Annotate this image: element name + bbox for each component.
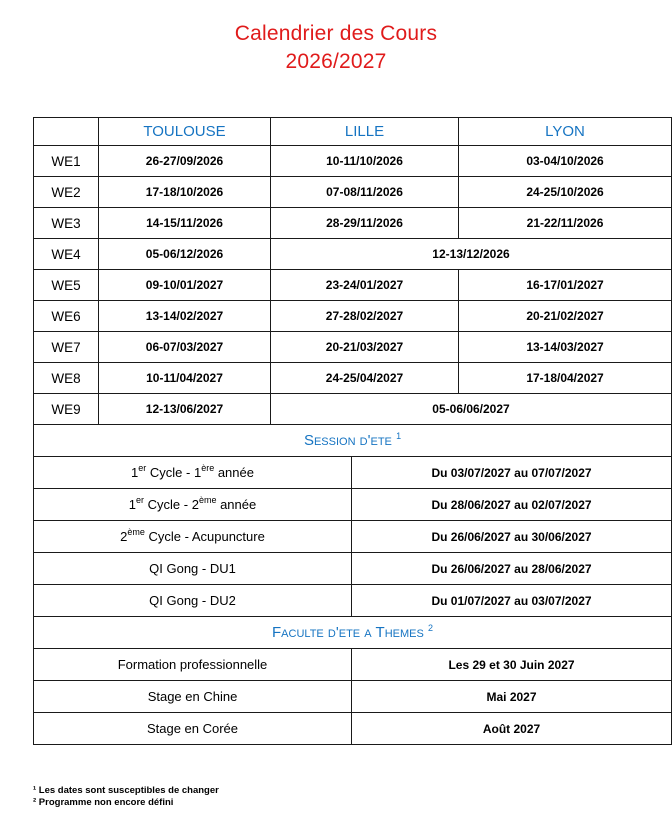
faculte-label: Formation professionnelle bbox=[34, 649, 352, 681]
weekend-label: WE6 bbox=[34, 301, 99, 332]
faculte-date: Août 2027 bbox=[352, 713, 672, 745]
faculte-ete-header-row bbox=[34, 617, 672, 649]
footnote-ref-2: 2 bbox=[427, 623, 433, 633]
lyon-date: 17-18/04/2027 bbox=[459, 363, 672, 394]
weekend-label: WE4 bbox=[34, 239, 99, 270]
toulouse-date: 12-13/06/2027 bbox=[99, 394, 271, 425]
session-dates: Du 01/07/2027 au 03/07/2027 bbox=[352, 585, 672, 617]
session-label: QI Gong - DU2 bbox=[34, 585, 352, 617]
toulouse-date: 09-10/01/2027 bbox=[99, 270, 271, 301]
lyon-date: 13-14/03/2027 bbox=[459, 332, 672, 363]
table-row bbox=[34, 681, 672, 713]
course-calendar-table bbox=[33, 117, 672, 745]
weekend-label: WE1 bbox=[34, 146, 99, 177]
session-label: 2ème Cycle - Acupuncture bbox=[34, 521, 352, 553]
session-dates: Du 26/06/2027 au 30/06/2027 bbox=[352, 521, 672, 553]
lyon-date: 21-22/11/2026 bbox=[459, 208, 672, 239]
page-subtitle-year: 2026/2027 bbox=[285, 50, 387, 73]
weekend-label: WE8 bbox=[34, 363, 99, 394]
lille-date: 24-25/04/2027 bbox=[271, 363, 459, 394]
weekend-label: WE5 bbox=[34, 270, 99, 301]
faculte-label: Stage en Corée bbox=[34, 713, 352, 745]
table-row bbox=[34, 146, 672, 177]
session-dates: Du 26/06/2027 au 28/06/2027 bbox=[352, 553, 672, 585]
table-row bbox=[34, 208, 672, 239]
faculte-ete-title bbox=[34, 617, 672, 649]
table-row bbox=[34, 332, 672, 363]
table-row bbox=[34, 363, 672, 394]
page-title: Calendrier des Cours bbox=[234, 22, 438, 45]
table-header-row bbox=[34, 118, 672, 146]
faculte-date: Mai 2027 bbox=[352, 681, 672, 713]
header-toulouse: TOULOUSE bbox=[99, 118, 271, 146]
header-lille: LILLE bbox=[271, 118, 459, 146]
toulouse-date: 13-14/02/2027 bbox=[99, 301, 271, 332]
session-ete-title bbox=[34, 425, 672, 457]
weekend-label: WE3 bbox=[34, 208, 99, 239]
table-row bbox=[34, 457, 672, 489]
table-row bbox=[34, 521, 672, 553]
lyon-date: 16-17/01/2027 bbox=[459, 270, 672, 301]
weekend-label: WE7 bbox=[34, 332, 99, 363]
toulouse-date: 26-27/09/2026 bbox=[99, 146, 271, 177]
table-row bbox=[34, 585, 672, 617]
table-row bbox=[34, 270, 672, 301]
lyon-date: 24-25/10/2026 bbox=[459, 177, 672, 208]
session-dates: Du 28/06/2027 au 02/07/2027 bbox=[352, 489, 672, 521]
toulouse-date: 14-15/11/2026 bbox=[99, 208, 271, 239]
faculte-ete-title-text: Faculte d'ete a Themes bbox=[272, 624, 424, 641]
lyon-date: 03-04/10/2026 bbox=[459, 146, 672, 177]
lille-date: 07-08/11/2026 bbox=[271, 177, 459, 208]
footnote-2: ² Programme non encore défini bbox=[33, 797, 174, 808]
session-label: QI Gong - DU1 bbox=[34, 553, 352, 585]
toulouse-date: 10-11/04/2027 bbox=[99, 363, 271, 394]
table-row bbox=[34, 489, 672, 521]
faculte-label: Stage en Chine bbox=[34, 681, 352, 713]
session-ete-title-text: Session d'ete bbox=[303, 432, 392, 449]
faculte-date: Les 29 et 30 Juin 2027 bbox=[352, 649, 672, 681]
weekend-label: WE9 bbox=[34, 394, 99, 425]
lille-date: 20-21/03/2027 bbox=[271, 332, 459, 363]
table-row bbox=[34, 713, 672, 745]
table-row bbox=[34, 177, 672, 208]
session-ete-header-row bbox=[34, 425, 672, 457]
lille-date: 28-29/11/2026 bbox=[271, 208, 459, 239]
table-row bbox=[34, 301, 672, 332]
session-label: 1er Cycle - 1ère année bbox=[34, 457, 352, 489]
session-dates: Du 03/07/2027 au 07/07/2027 bbox=[352, 457, 672, 489]
lille-date: 10-11/10/2026 bbox=[271, 146, 459, 177]
toulouse-date: 05-06/12/2026 bbox=[99, 239, 271, 270]
lille-date: 23-24/01/2027 bbox=[271, 270, 459, 301]
weekend-label: WE2 bbox=[34, 177, 99, 208]
lyon-date: 20-21/02/2027 bbox=[459, 301, 672, 332]
header-empty-cell bbox=[34, 118, 99, 146]
table-row bbox=[34, 553, 672, 585]
session-label: 1er Cycle - 2ème année bbox=[34, 489, 352, 521]
table-row bbox=[34, 649, 672, 681]
lille-lyon-date: 05-06/06/2027 bbox=[271, 394, 672, 425]
footnote-ref-1: 1 bbox=[396, 431, 402, 441]
footnote-1: ¹ Les dates sont susceptibles de changer bbox=[33, 785, 219, 796]
lille-lyon-date: 12-13/12/2026 bbox=[271, 239, 672, 270]
table-row bbox=[34, 394, 672, 425]
toulouse-date: 06-07/03/2027 bbox=[99, 332, 271, 363]
table-row bbox=[34, 239, 672, 270]
toulouse-date: 17-18/10/2026 bbox=[99, 177, 271, 208]
footnotes bbox=[33, 785, 219, 809]
header-lyon: LYON bbox=[459, 118, 672, 146]
lille-date: 27-28/02/2027 bbox=[271, 301, 459, 332]
